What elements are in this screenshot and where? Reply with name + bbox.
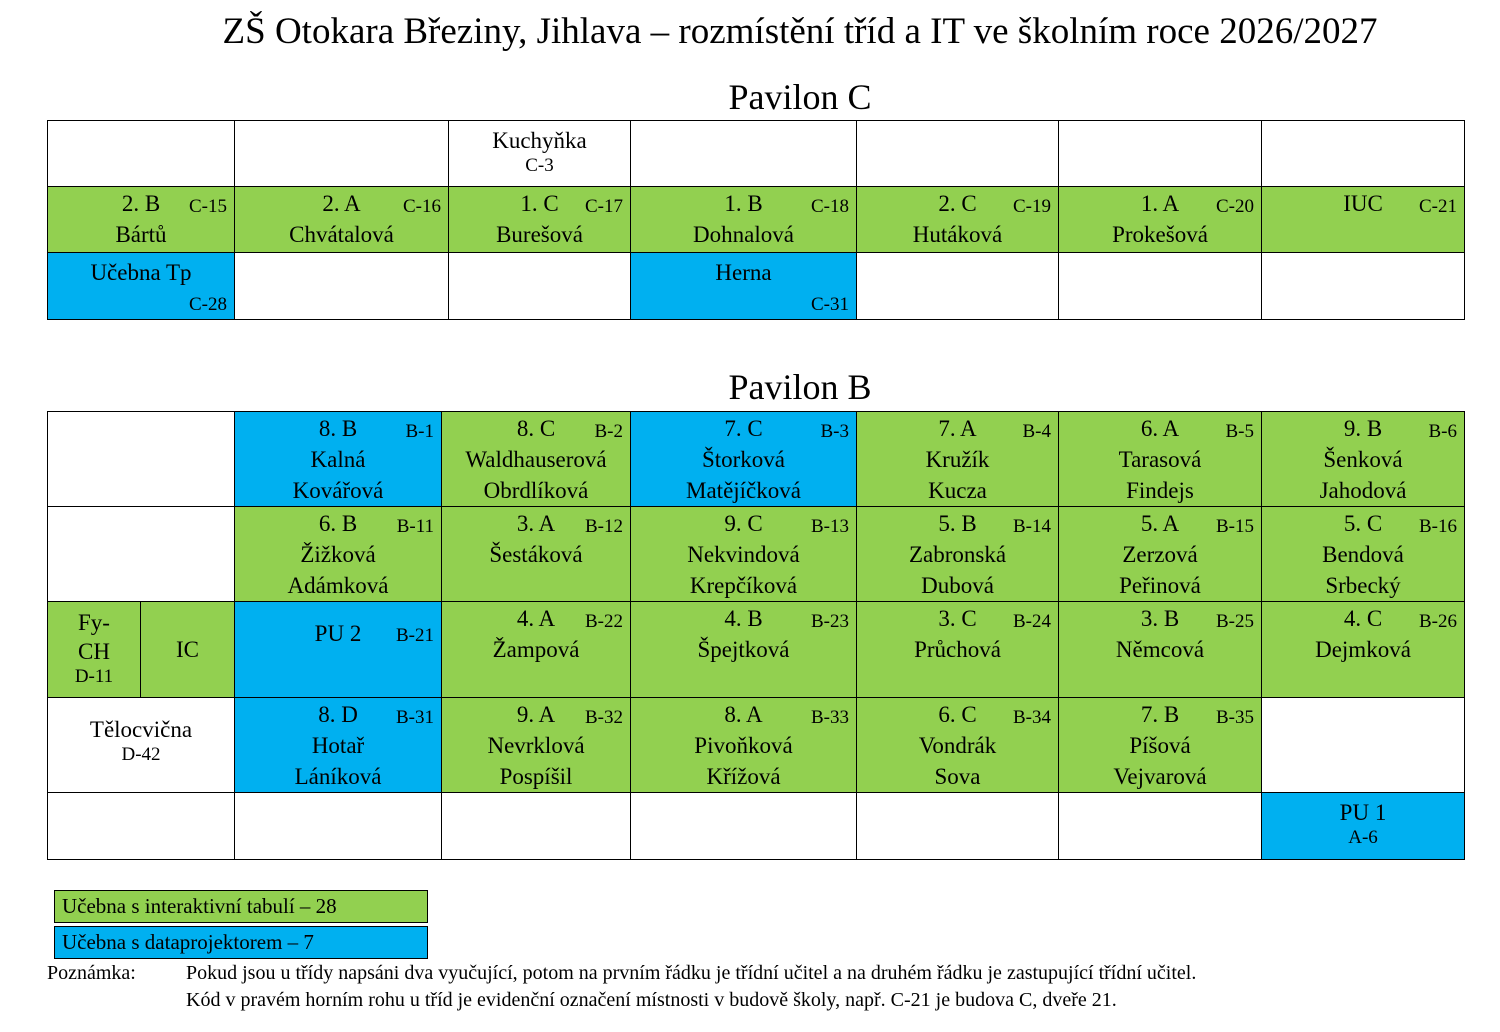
room-empty (48, 121, 235, 187)
classroom-cell (235, 507, 442, 602)
room-empty (857, 793, 1059, 860)
room-empty (48, 507, 235, 602)
deputy-teacher-name: Srbecký (1325, 573, 1401, 598)
room-gym (48, 698, 235, 793)
classroom-cell (1262, 412, 1465, 507)
teacher-name: Žampová (492, 637, 580, 662)
room-code: C-21 (1419, 196, 1457, 217)
room-ic (141, 602, 235, 698)
room-name: Kuchyňka (492, 128, 587, 153)
class-name: 6. A (1140, 416, 1180, 441)
classroom-cell (631, 698, 857, 793)
room-code: B-23 (811, 611, 849, 632)
class-name: 1. C (520, 191, 559, 216)
room-fych (48, 602, 141, 698)
teacher-name: Prokešová (1112, 222, 1208, 247)
class-name: 2. B (121, 191, 161, 216)
room-code: B-13 (811, 516, 849, 537)
deputy-teacher-name: Peřinová (1119, 573, 1201, 598)
room-code: B-25 (1216, 611, 1254, 632)
teacher-name: Žižková (300, 542, 376, 567)
room-empty (1059, 253, 1262, 320)
teacher-name: Vondrák (918, 733, 997, 758)
room-empty (857, 253, 1059, 320)
classroom-cell (1262, 187, 1465, 253)
deputy-teacher-name: Krepčíková (689, 573, 798, 598)
room-code: C-28 (189, 294, 227, 315)
room-empty (48, 412, 235, 507)
room-empty (857, 121, 1059, 187)
room-code: B-1 (405, 421, 434, 442)
deputy-teacher-name: Adámková (287, 573, 389, 598)
teacher-name: Píšová (1129, 733, 1191, 758)
teacher-name: Pivoňková (694, 733, 793, 758)
deputy-teacher-name: Pospíšil (499, 764, 573, 789)
classroom-cell (631, 412, 857, 507)
classroom-cell (857, 602, 1059, 698)
room-empty (235, 253, 449, 320)
class-name: 3. C (938, 606, 977, 631)
teacher-name: Waldhauserová (465, 447, 607, 472)
classroom-cell (631, 602, 857, 698)
room-code: B-32 (585, 707, 623, 728)
room-empty (48, 793, 235, 860)
teacher-name: Hotař (311, 733, 365, 758)
class-name: 9. A (516, 702, 556, 727)
classroom-cell (857, 412, 1059, 507)
room-code: B-6 (1428, 421, 1457, 442)
room-empty (1262, 698, 1465, 793)
note-line-2: Kód v pravém horním rohu u tříd je evidenční označení místnosti v budově školy, např. C-21 je budova C, dveře 21. (186, 989, 1117, 1011)
room-empty (1059, 793, 1262, 860)
room-code: B-22 (585, 611, 623, 632)
teacher-name: Šenková (1323, 447, 1403, 472)
class-name: 1. A (1140, 191, 1180, 216)
teacher-name: Burešová (496, 222, 583, 247)
room-projector-cell (1262, 793, 1465, 860)
class-name: 4. C (1343, 606, 1383, 631)
room-code: B-35 (1216, 707, 1254, 728)
room-name: Učebna Tp (90, 260, 192, 285)
legend-projector: Učebna s dataprojektorem – 7 (54, 926, 428, 959)
teacher-name: Zerzová (1122, 542, 1198, 567)
classroom-cell (1262, 507, 1465, 602)
deputy-teacher-name: Obrdlíková (483, 478, 589, 503)
deputy-teacher-name: Findejs (1126, 478, 1194, 503)
classroom-cell (442, 507, 631, 602)
teacher-name: Špejtková (697, 637, 790, 662)
class-name: 4. A (516, 606, 556, 631)
teacher-name: Kružík (925, 447, 990, 472)
room-code: C-3 (525, 155, 554, 176)
classroom-cell (449, 187, 631, 253)
room-empty (235, 793, 442, 860)
classroom-cell (442, 698, 631, 793)
deputy-teacher-name: Láníková (294, 764, 382, 789)
classroom-cell (235, 602, 442, 698)
classroom-cell (442, 602, 631, 698)
teacher-name: Chvátalová (289, 222, 394, 247)
class-name: 7. C (724, 416, 763, 441)
deputy-teacher-name: Kucza (928, 478, 987, 503)
room-code: C-20 (1216, 196, 1254, 217)
class-name: 5. A (1140, 511, 1180, 536)
deputy-teacher-name: Kovářová (292, 478, 384, 503)
room-code: B-2 (594, 421, 623, 442)
class-name: 8. D (318, 702, 358, 727)
class-name: 8. C (516, 416, 556, 441)
room-empty (1262, 121, 1465, 187)
classroom-cell (1059, 602, 1262, 698)
pavilon-b-grid (47, 411, 1465, 860)
classroom-cell (1059, 187, 1262, 253)
class-name: 9. B (1343, 416, 1383, 441)
teacher-name: Nekvindová (687, 542, 800, 567)
teacher-name: Dohnalová (693, 222, 794, 247)
class-name: 2. C (938, 191, 977, 216)
teacher-name: Bendová (1322, 542, 1404, 567)
classroom-cell (857, 698, 1059, 793)
teacher-name: Němcová (1115, 637, 1205, 662)
room-code: B-14 (1013, 516, 1051, 537)
teacher-name: Průchová (914, 637, 1001, 662)
room-name-line2: CH (78, 639, 110, 664)
room-code: C-19 (1013, 196, 1051, 217)
room-code: B-16 (1419, 516, 1457, 537)
legend-interactive-board: Učebna s interaktivní tabulí – 28 (54, 890, 428, 923)
room-empty (631, 793, 857, 860)
class-name: 1. B (724, 191, 763, 216)
pavilon-c-title: Pavilon C (728, 77, 872, 117)
classroom-cell (235, 698, 442, 793)
class-name: 3. A (516, 511, 556, 536)
room-code: A-6 (1348, 827, 1378, 848)
room-code: B-12 (585, 516, 623, 537)
class-name: 2. A (322, 191, 361, 216)
classroom-cell (1262, 602, 1465, 698)
teacher-name: Nevrklová (487, 733, 585, 758)
room-name: Herna (715, 260, 772, 285)
teacher-name: Šestáková (489, 542, 583, 567)
classroom-cell (1059, 698, 1262, 793)
room-empty (235, 121, 449, 187)
class-name: 3. B (1140, 606, 1180, 631)
page-title: ZŠ Otokara Březiny, Jihlava – rozmístění tříd a IT ve školním roce 2026/2027 (222, 11, 1378, 52)
class-name: 5. B (938, 511, 977, 536)
room-empty (1262, 253, 1465, 320)
teacher-name: Dejmková (1315, 637, 1411, 662)
room-empty (1059, 121, 1262, 187)
room-empty (449, 253, 631, 320)
room-empty (442, 793, 631, 860)
classroom-cell (442, 412, 631, 507)
class-name: 8. A (724, 702, 763, 727)
pavilon-b-title: Pavilon B (728, 367, 872, 407)
room-name-line1: Fy- (78, 610, 110, 635)
room-code: B-33 (811, 707, 849, 728)
room-code: C-17 (585, 196, 623, 217)
room-name: Tělocvična (89, 717, 193, 742)
pavilon-c-grid (47, 120, 1465, 320)
teacher-name: Hutáková (912, 222, 1003, 247)
teacher-name: Bártů (115, 222, 167, 247)
deputy-teacher-name: Křížová (706, 764, 781, 789)
room-projector-cell (48, 253, 235, 320)
class-name: PU 2 (314, 621, 362, 646)
classroom-cell (631, 187, 857, 253)
class-name: IUC (1343, 191, 1383, 216)
class-name: 9. C (724, 511, 763, 536)
room-code: C-16 (403, 196, 441, 217)
room-code: B-15 (1216, 516, 1254, 537)
teacher-name: Tarasová (1118, 447, 1202, 472)
room-code: B-24 (1013, 611, 1051, 632)
class-name: 6. B (318, 511, 358, 536)
class-name: 4. B (724, 606, 763, 631)
teacher-name: Kalná (310, 447, 366, 472)
room-code: D-42 (121, 744, 161, 765)
classroom-cell (235, 187, 449, 253)
room-code: B-31 (396, 707, 434, 728)
room-code: B-21 (396, 625, 434, 646)
class-name: 7. B (1140, 702, 1180, 727)
room-empty (631, 121, 857, 187)
room-code: B-26 (1419, 611, 1457, 632)
room-kitchen (449, 121, 631, 187)
room-code: C-15 (189, 196, 227, 217)
classroom-cell (1059, 507, 1262, 602)
room-code: B-34 (1013, 707, 1051, 728)
room-code: B-11 (396, 516, 434, 537)
class-name: 6. C (938, 702, 977, 727)
teacher-name: Zabronská (908, 542, 1007, 567)
class-name: 8. B (318, 416, 358, 441)
note-label: Poznámka: (47, 962, 136, 984)
class-name: 7. A (938, 416, 977, 441)
room-name: PU 1 (1339, 800, 1387, 825)
deputy-teacher-name: Sova (934, 764, 981, 789)
deputy-teacher-name: Vejvarová (1113, 764, 1207, 789)
room-code: C-18 (811, 196, 849, 217)
note-line-1: Pokud jsou u třídy napsáni dva vyučující, potom na prvním řádku je třídní učitel a na druhém řádku je zastupující třídní učitel. (186, 962, 1197, 984)
deputy-teacher-name: Matějíčková (686, 478, 801, 503)
room-code: C-31 (811, 294, 849, 315)
classroom-cell (857, 187, 1059, 253)
room-projector-cell (631, 253, 857, 320)
room-name: IC (176, 637, 199, 662)
classroom-cell (631, 507, 857, 602)
classroom-cell (48, 187, 235, 253)
deputy-teacher-name: Dubová (921, 573, 994, 598)
classroom-cell (857, 507, 1059, 602)
room-code: B-4 (1022, 421, 1051, 442)
room-code: B-3 (820, 421, 849, 442)
room-code: B-5 (1225, 421, 1254, 442)
class-name: 5. C (1343, 511, 1383, 536)
deputy-teacher-name: Jahodová (1319, 478, 1407, 503)
teacher-name: Štorková (701, 447, 786, 472)
room-code: D-11 (74, 666, 114, 687)
classroom-cell (1059, 412, 1262, 507)
classroom-cell (235, 412, 442, 507)
